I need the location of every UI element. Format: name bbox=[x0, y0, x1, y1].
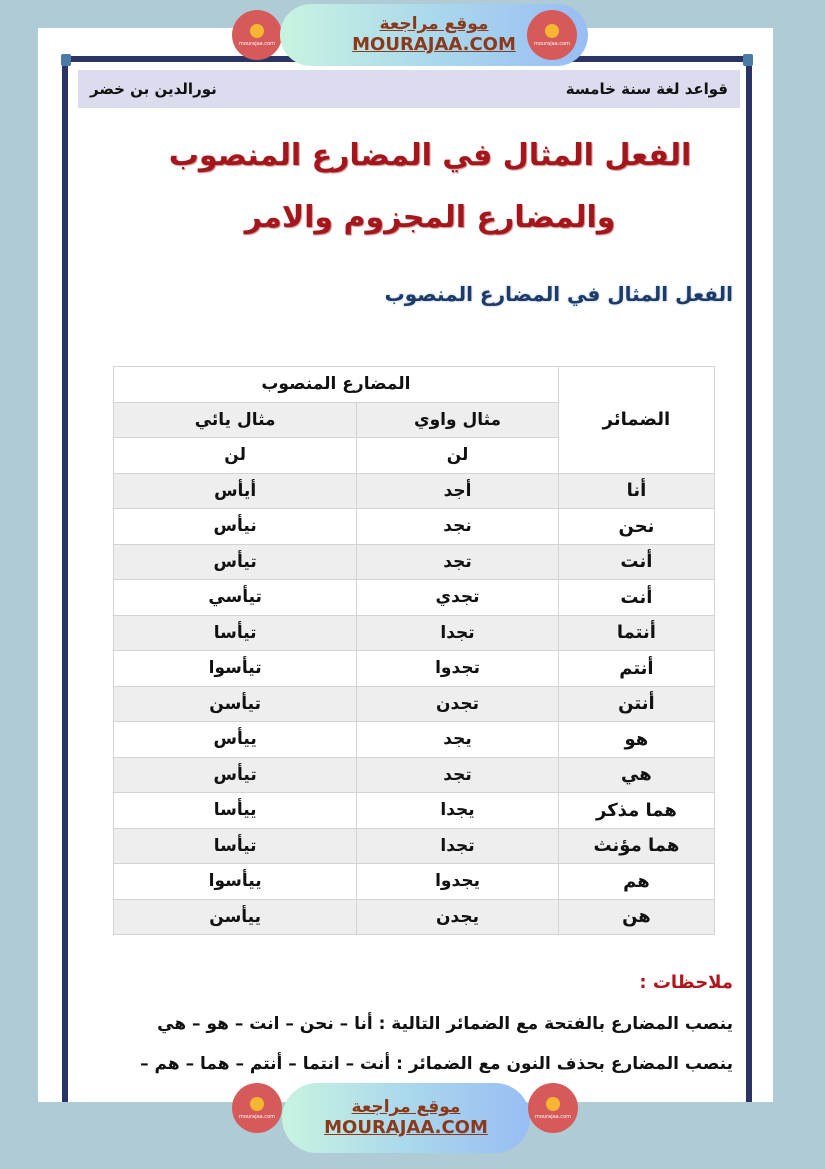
yai-cell: تيأسوا bbox=[114, 651, 357, 687]
pronoun-cell: هي bbox=[558, 757, 714, 793]
watermark-arabic[interactable]: موقع مراجعة bbox=[351, 1097, 461, 1117]
table-row bbox=[114, 899, 715, 935]
watermark-arabic[interactable]: موقع مراجعة bbox=[379, 14, 489, 34]
wawi-cell: تجدا bbox=[357, 828, 559, 864]
table-row bbox=[114, 828, 715, 864]
pronoun-cell: هما مؤنث bbox=[558, 828, 714, 864]
particle-wawi: لن bbox=[357, 438, 559, 474]
pronoun-cell: أنت bbox=[558, 544, 714, 580]
watermark-badge[interactable] bbox=[282, 1083, 530, 1153]
table-row bbox=[114, 864, 715, 900]
wawi-cell: تجدوا bbox=[357, 651, 559, 687]
pronoun-cell: نحن bbox=[558, 509, 714, 545]
table-row bbox=[114, 686, 715, 722]
yai-cell: تيأس bbox=[114, 757, 357, 793]
pronoun-cell: هو bbox=[558, 722, 714, 758]
yai-cell: تيأسي bbox=[114, 580, 357, 616]
book-icon bbox=[250, 24, 264, 38]
book-icon bbox=[545, 24, 559, 38]
wawi-cell: يجد bbox=[357, 722, 559, 758]
watermark-latin[interactable]: MOURAJAA.COM bbox=[352, 34, 516, 55]
particle-yai: لن bbox=[114, 438, 357, 474]
yai-cell: ييأسا bbox=[114, 793, 357, 829]
watermark-logo-left: mourajaa.com bbox=[232, 10, 282, 60]
pronoun-cell: هن bbox=[558, 899, 714, 935]
table-row bbox=[114, 722, 715, 758]
table-row bbox=[114, 509, 715, 545]
yai-cell: تيأس bbox=[114, 544, 357, 580]
note-line-2: ينصب المضارع بحذف النون مع الضمائر : أنت – انتما – أنتم – هما – هم – bbox=[140, 1054, 733, 1074]
header-bar bbox=[78, 70, 740, 108]
page-title-line-1: الفعل المثال في المضارع المنصوب bbox=[168, 138, 692, 173]
wawi-cell: تجدن bbox=[357, 686, 559, 722]
book-icon bbox=[546, 1097, 560, 1111]
pronoun-cell: أنا bbox=[558, 473, 714, 509]
yai-cell: تيأسا bbox=[114, 828, 357, 864]
header-author: نورالدين بن خضر bbox=[90, 80, 217, 98]
header-group-mansoub: المضارع المنصوب bbox=[114, 367, 559, 403]
wawi-cell: يجدوا bbox=[357, 864, 559, 900]
watermark-latin[interactable]: MOURAJAA.COM bbox=[324, 1117, 488, 1138]
wawi-cell: تجد bbox=[357, 544, 559, 580]
wawi-cell: نجد bbox=[357, 509, 559, 545]
yai-cell: تيأسا bbox=[114, 615, 357, 651]
frame-corner bbox=[743, 54, 753, 66]
wawi-cell: تجدا bbox=[357, 615, 559, 651]
yai-cell: ييأسن bbox=[114, 899, 357, 935]
wawi-cell: يجدا bbox=[357, 793, 559, 829]
wawi-cell: تجد bbox=[357, 757, 559, 793]
pronoun-cell: هما مذكر bbox=[558, 793, 714, 829]
page-title-line-2: والمضارع المجزوم والامر bbox=[244, 200, 616, 235]
table-row bbox=[114, 757, 715, 793]
yai-cell: تيأسن bbox=[114, 686, 357, 722]
note-line-1: ينصب المضارع بالفتحة مع الضمائر التالية : أنا – نحن – انت – هو – هي bbox=[157, 1014, 733, 1034]
yai-cell: أيأس bbox=[114, 473, 357, 509]
header-yai: مثال يائي bbox=[114, 402, 357, 438]
conjugation-table bbox=[113, 366, 715, 935]
pronoun-cell: هم bbox=[558, 864, 714, 900]
watermark-logo-right: mourajaa.com bbox=[527, 10, 577, 60]
wawi-cell: تجدي bbox=[357, 580, 559, 616]
wawi-cell: يجدن bbox=[357, 899, 559, 935]
watermark-logo-left: mourajaa.com bbox=[232, 1083, 282, 1133]
pronoun-cell: أنت bbox=[558, 580, 714, 616]
pronoun-cell: أنتن bbox=[558, 686, 714, 722]
header-pronouns: الضمائر bbox=[558, 367, 714, 474]
yai-cell: ييأسوا bbox=[114, 864, 357, 900]
table-row bbox=[114, 580, 715, 616]
header-wawi: مثال واوي bbox=[357, 402, 559, 438]
table-row bbox=[114, 793, 715, 829]
wawi-cell: أجد bbox=[357, 473, 559, 509]
notes-title: ملاحظات : bbox=[639, 972, 733, 993]
header-subject: قواعد لغة سنة خامسة bbox=[565, 80, 728, 98]
section-heading: الفعل المثال في المضارع المنصوب bbox=[384, 282, 733, 306]
yai-cell: ييأس bbox=[114, 722, 357, 758]
table-row bbox=[114, 651, 715, 687]
book-icon bbox=[250, 1097, 264, 1111]
yai-cell: نيأس bbox=[114, 509, 357, 545]
frame-corner bbox=[61, 54, 71, 66]
pronoun-cell: أنتما bbox=[558, 615, 714, 651]
table-row bbox=[114, 615, 715, 651]
watermark-logo-right: mourajaa.com bbox=[528, 1083, 578, 1133]
pronoun-cell: أنتم bbox=[558, 651, 714, 687]
table-row bbox=[114, 544, 715, 580]
table-row bbox=[114, 473, 715, 509]
